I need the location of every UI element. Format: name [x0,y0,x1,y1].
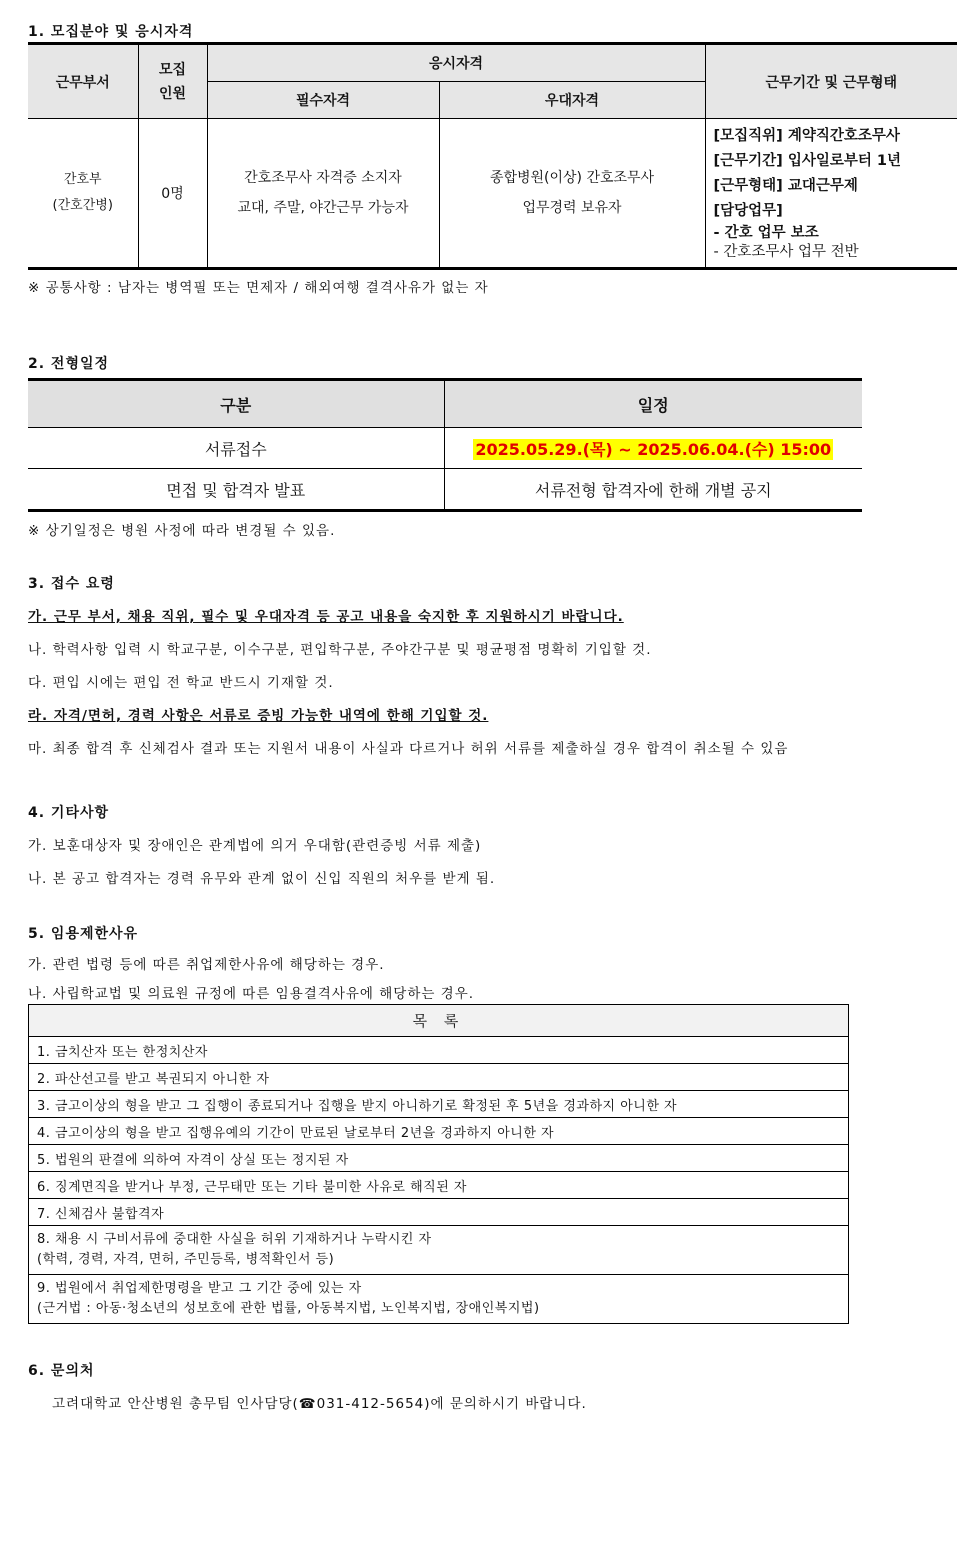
schedule-table [28,378,862,512]
preferred-line: 업무경력 보유자 [522,200,622,216]
dept-sub: (간호간병) [52,198,113,213]
list-item: 1. 금치산자 또는 한정치산자 [29,1037,849,1064]
list-item: 4. 금고이상의 형을 받고 집행유예의 기간이 만료된 날로부터 2년을 경과하지 아니한 자 [29,1118,849,1145]
period-duty-item: - 간호 업무 보조 [713,225,819,241]
section2-note: ※ 상기일정은 병원 사정에 따라 변경될 수 있음. [28,523,336,539]
schedule-date-cell [444,428,862,469]
period-cell [705,119,957,269]
schedule-category: 면접 및 합격자 발표 [28,469,444,511]
dept-name: 간호부 [63,172,102,187]
section5-item: 나. 사립학교법 및 의료원 규정에 따른 임용결격사유에 해당하는 경우. [28,986,475,1002]
header-required: 필수자격 [207,82,439,119]
required-line: 교대, 주말, 야간근무 가능자 [237,200,409,216]
period-type: [근무형태] 교대근무제 [713,178,858,194]
period-position: [모집직위] 계약직간호조무사 [713,128,900,144]
period-duties: [담당업무] [713,203,783,219]
section4-title: 4. 기타사항 [28,805,110,821]
header-schedule: 일정 [444,380,862,428]
list-item: 2. 파산선고를 받고 복권되지 아니한 자 [29,1064,849,1091]
section3-item: 가. 근무 부서, 채용 직위, 필수 및 우대자격 등 공고 내용을 숙지한 후 지원하시기 바랍니다. [28,609,624,625]
section6-title: 6. 문의처 [28,1363,95,1379]
header-dept: 근무부서 [28,44,138,119]
list-item-line: 8. 채용 시 구비서류에 중대한 사실을 허위 기재하거나 누락시킨 자 [37,1232,432,1247]
header-period: 근무기간 및 근무형태 [705,44,957,119]
header-qualification: 응시자격 [207,44,705,82]
list-item: 5. 법원의 판결에 의하여 자격이 상실 또는 정지된 자 [29,1145,849,1172]
list-header: 목 록 [29,1005,849,1037]
header-count: 모집 인원 [138,44,207,119]
period-duty-item: - 간호조무사 업무 전반 [713,244,859,260]
count-cell: 0명 [138,119,207,269]
section1-title: 1. 모집분야 및 응시자격 [28,24,194,40]
section3-item: 라. 자격/면허, 경력 사항은 서류로 증빙 가능한 내역에 한해 기입할 것. [28,708,489,724]
list-item [29,1275,849,1324]
required-line: 간호조무사 자격증 소지자 [244,170,402,186]
qualification-table [28,42,957,270]
list-item: 6. 징계면직을 받거나 부정, 근무태만 또는 기타 불미한 사유로 해직된 자 [29,1172,849,1199]
disqualification-list-table [28,1004,849,1324]
section5-title: 5. 임용제한사유 [28,926,139,942]
section3-item: 마. 최종 합격 후 신체검사 결과 또는 지원서 내용이 사실과 다르거나 허위 서류를 제출하실 경우 합격이 취소될 수 있음 [28,741,789,757]
list-item [29,1226,849,1275]
section3-item: 다. 편입 시에는 편입 전 학교 반드시 기재할 것. [28,675,334,691]
section5-item: 가. 관련 법령 등에 따른 취업제한사유에 해당하는 경우. [28,957,385,973]
list-item-detail: (근거법 : 아동·청소년의 성보호에 관한 법률, 아동복지법, 노인복지법, 장애인복지법) [37,1301,540,1316]
header-category: 구분 [28,380,444,428]
schedule-date: 서류전형 합격자에 한해 개별 공지 [444,469,862,511]
header-preferred: 우대자격 [439,82,705,119]
section3-item: 나. 학력사항 입력 시 학교구분, 이수구분, 편입학구분, 주야간구분 및 평균평점 명확히 기입할 것. [28,642,652,658]
period-duration: [근무기간] 입사일로부터 1년 [713,153,902,169]
schedule-category: 서류접수 [28,428,444,469]
section1-note: ※ 공통사항 : 남자는 병역필 또는 면제자 / 해외여행 결격사유가 없는 자 [28,280,489,296]
preferred-cell [439,119,705,269]
section2-title: 2. 전형일정 [28,356,110,372]
list-item-line: 9. 법원에서 취업제한명령을 받고 그 기간 중에 있는 자 [37,1281,362,1296]
list-item: 3. 금고이상의 형을 받고 그 집행이 종료되거나 집행을 받지 아니하기로 확정된 후 5년을 경과하지 아니한 자 [29,1091,849,1118]
dept-cell [28,119,138,269]
list-item: 7. 신체검사 불합격자 [29,1199,849,1226]
contact-text: 고려대학교 안산병원 총무팀 인사담당(☎031-412-5654)에 문의하시기 바랍니다. [52,1396,587,1412]
list-item-detail: (학력, 경력, 자격, 면허, 주민등록, 병적확인서 등) [37,1252,335,1267]
required-cell [207,119,439,269]
section3-title: 3. 접수 요령 [28,576,115,592]
section4-item: 나. 본 공고 합격자는 경력 유무와 관계 없이 신입 직원의 처우를 받게 됨. [28,871,496,887]
section4-item: 가. 보훈대상자 및 장애인은 관계법에 의거 우대함(관련증빙 서류 제출) [28,838,482,854]
preferred-line: 종합병원(이상) 간호조무사 [489,170,655,186]
highlighted-date: 2025.05.29.(목) ~ 2025.06.04.(수) 15:00 [475,439,832,459]
